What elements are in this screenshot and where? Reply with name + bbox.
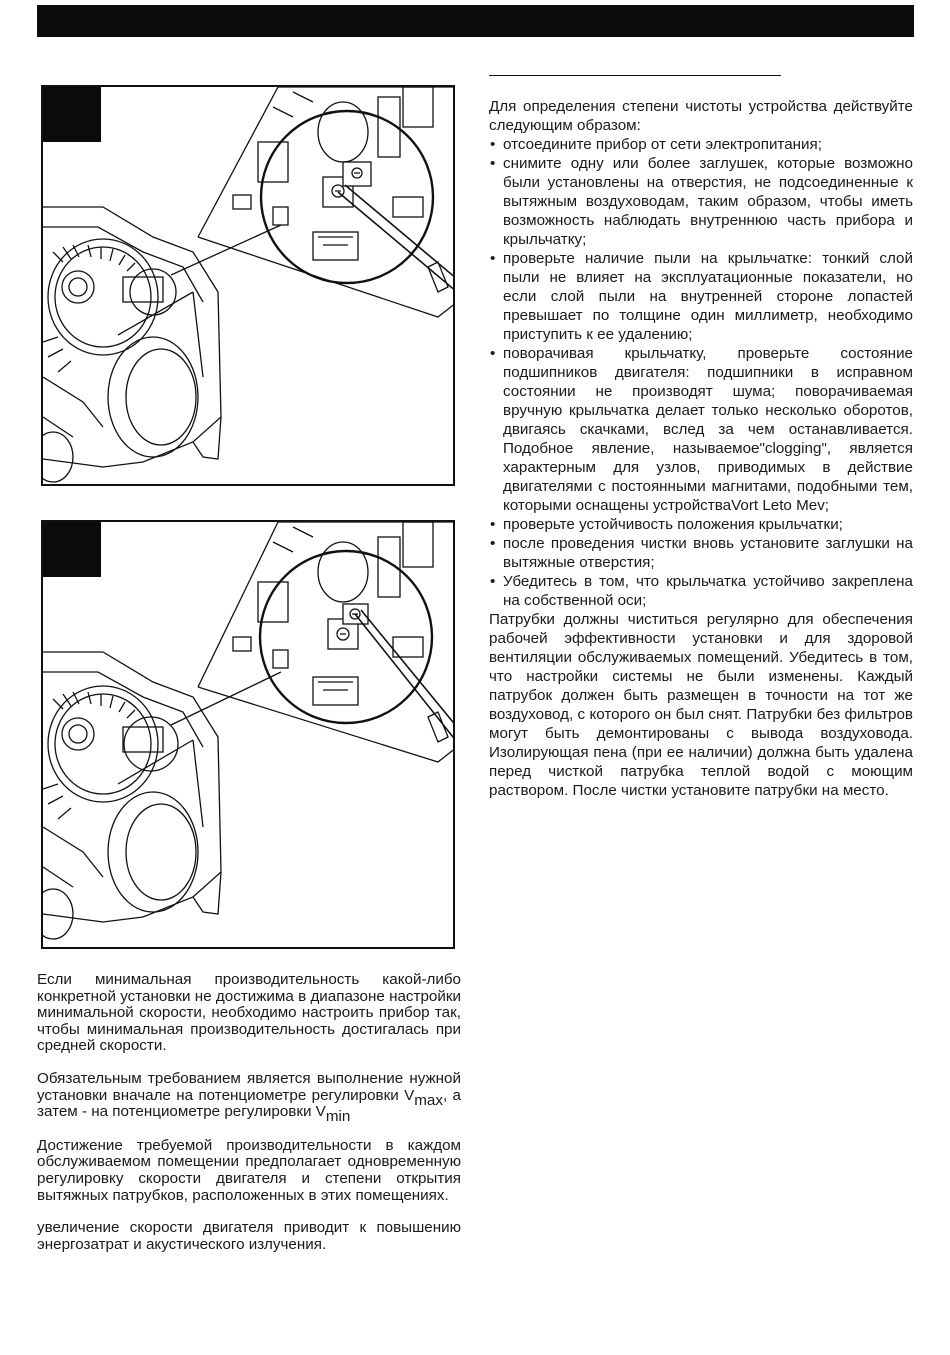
figure-2-illustration — [43, 522, 455, 949]
capacity-balancing-paragraph: Достижение требуемой производительности в каждом обслуживаемом помещении предполагает одновременную регулировку скорости двигателя и степени открытия вытяжных патрубков, расположенных в этих помещениях. — [37, 1136, 461, 1204]
speed-adjustment-text — [37, 972, 461, 1269]
figure-1 — [41, 85, 455, 486]
vents-cleaning-paragraph: Патрубки должны чиститься регулярно для обеспечения рабочей эффективности установки и для здоровой вентиляции обслуживаемых помещений. Убедитесь в том, что настройки системы не были изменены. Каждый патрубок должен быть размещен в точности на тот же воздуховод, с которого он был снят. Патрубки без фильтров могут быть демонтированы с вывода воздуховода. Изолирующая пена (при ее наличии) должна быть удалена перед чисткой патрубка теплой водой с моющим раствором. После чистки установите патрубки на место. — [489, 611, 913, 799]
list-item: • проверьте наличие пыли на крыльчатке: тонкий слой пыли не влияет на эксплуатационные показатели, но если слой пыли на внутренней стороне лопастей превышает по толщине один миллиметр, необходимо приступить к ее удалению; — [489, 249, 913, 344]
header-bar — [37, 5, 914, 37]
list-item: • Убедитесь в том, что крыльчатка устойчиво закреплена на собственной оси; — [489, 572, 913, 610]
section-rule — [489, 75, 781, 76]
potentiometer-text-mid: , а затем - на потенциометре регулировки V — [37, 1086, 462, 1121]
speed-increase-note: увеличение скорости двигателя приводит к повышению энергозатрат и акустического излучения. — [37, 1219, 461, 1253]
list-item: • после проведения чистки вновь установите заглушки на вытяжные отверстия; — [489, 534, 913, 572]
figure-2 — [41, 520, 455, 949]
maintenance-text — [489, 97, 913, 800]
figure-1-number-tab — [43, 87, 101, 142]
vmin-subscript: min — [325, 1108, 351, 1126]
list-item: • поворачивая крыльчатку, проверьте состояние подшипников двигателя: подшипники в исправном состоянии не производят шума; поворачиваемая вручную крыльчатка делает только несколько оборотов, двигаясь скачками, вслед за чем останавливается. Подобное явление, называемое"clogging", является характерным для узлов, приводимых в действие двигателями с постоянными магнитами, подобными тем, которыми оснащены устройстваVort Leto Mev; — [489, 344, 913, 515]
figure-2-number-tab — [43, 522, 101, 577]
list-item: • проверьте устойчивость положения крыльчатки; — [489, 515, 913, 534]
list-item: • снимите одну или более заглушек, которые возможно были установлены на отверстия, не подсоединенные к вытяжным воздуховодам, таким образом, чтобы иметь возможность наблюдать внутреннюю часть прибора и крыльчатку; — [489, 154, 913, 249]
figure-1-illustration — [43, 87, 455, 486]
cleaning-intro: Для определения степени чистоты устройства действуйте следующим образом: — [489, 98, 913, 134]
vmax-subscript: max — [414, 1091, 443, 1109]
min-capacity-paragraph: Если минимальная производительность какой-либо конкретной установки не достижима в диапазоне настройки минимальной скорости, необходимо настроить прибор так, чтобы минимальная производительность достигалась при средней скорости. — [37, 971, 461, 1055]
list-item: • отсоедините прибор от сети электропитания; — [489, 135, 913, 154]
potentiometer-text-start: Обязательным требованием является выполнение нужной установки вначале на потенциометре регулировки V — [37, 1069, 461, 1104]
cleaning-steps-list — [489, 135, 913, 610]
potentiometer-paragraph — [37, 1069, 462, 1126]
